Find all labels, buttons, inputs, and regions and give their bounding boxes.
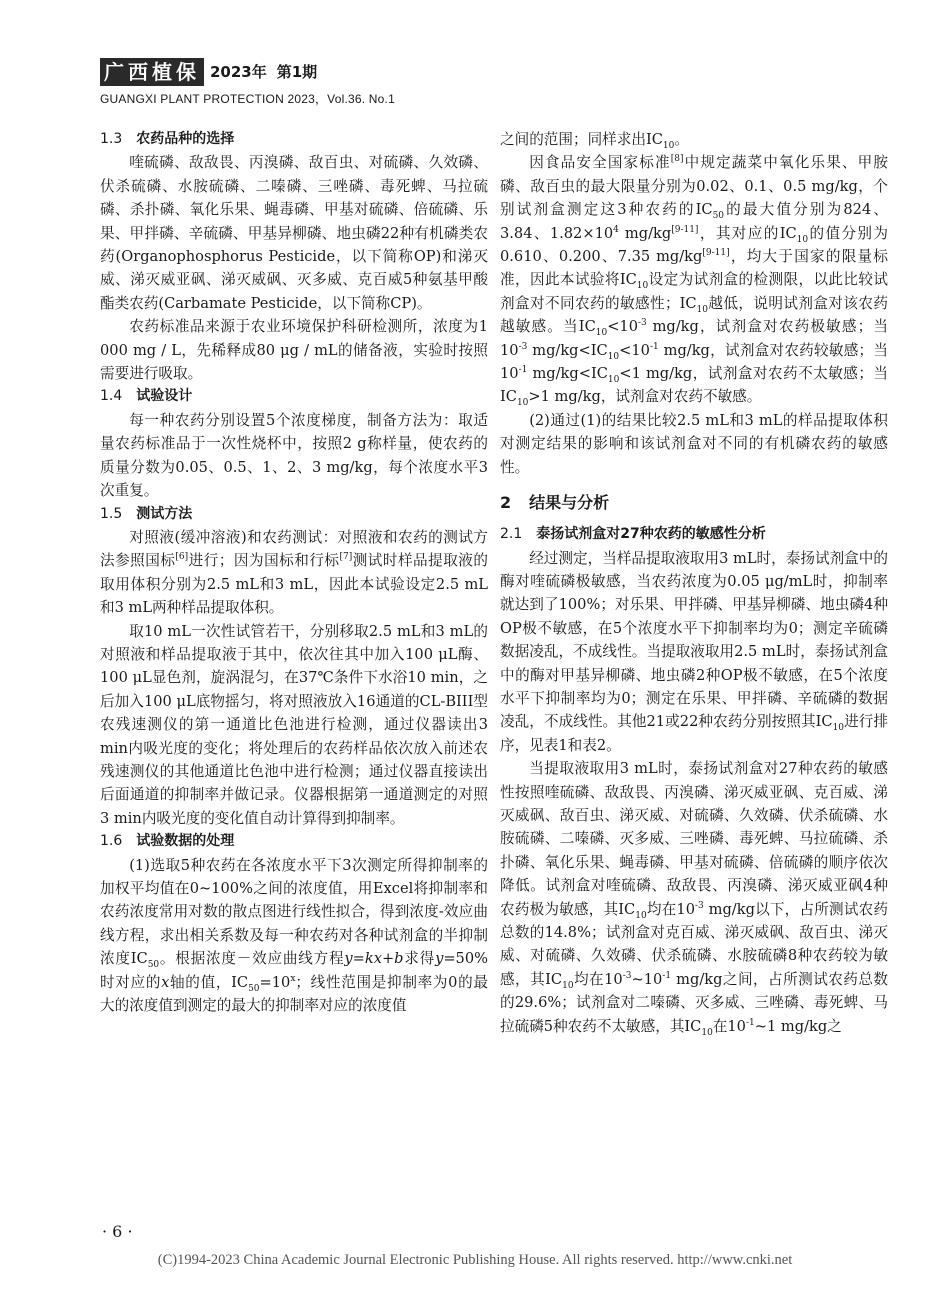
citation[interactable]: [6] (175, 552, 189, 563)
section-heading-2 (500, 491, 888, 515)
journal-logo: 广西植保 (100, 58, 204, 86)
section-title: 结果与分析 (529, 493, 610, 513)
paragraph: 经过测定，当样品提取液取用3 mL时，泰扬试剂盒中的酶对喹硫磷极敏感，当农药浓度为0.05 μg/mL时，抑制率就达到了100%；对乐果、甲拌磷、甲基异柳磷、地虫磷4种OP极不敏感，在5个浓度水平下抑制率均为0；测定辛硫磷数据凌乱，不成线性。当提取液取用2.5 mL时，泰扬试剂盒中的酶对甲基异柳磷、地虫磷2种OP极不敏感，在5个浓度水平下抑制率均为0；测定在乐果、甲拌磷、辛硫磷的数据凌乱，不成线性。其他21或22种农药分别按照其$IC_{10}$进行排序，见表1和表2。 (500, 549, 888, 754)
section-number: 1.5 (100, 505, 123, 522)
section-title: 测试方法 (136, 505, 193, 522)
paragraph: 农药标准品来源于农业环境保护科研检测所，浓度为1 000 mg / L，先稀释成80 μg / mL的储备液，实验时按照需要进行吸取。 (100, 318, 488, 383)
section-heading-2-1 (500, 523, 888, 546)
section-number: 1.4 (100, 388, 123, 405)
citation[interactable]: [9-11] (702, 248, 730, 259)
issue-number: 第1期 (276, 63, 318, 81)
section-title: 试验数据的处理 (136, 833, 235, 850)
paragraph: (2)通过(1)的结果比较2.5 mL和3 mL的样品提取体积对测定结果的影响和该试剂盒对不同的有机磷农药的敏感性。 (500, 411, 888, 476)
left-column (100, 128, 488, 1017)
issue-year: 2023年 (210, 63, 267, 81)
paragraph: 对照液(缓冲溶液)和农药测试：对照液和农药的测试方法参照国标[6]进行；因为国标和行标[7]测试时样品提取液的取用体积分别为2.5 mL和3 mL，因此本试验设定2.5 mL和3 mL两种样品提取体积。 (100, 528, 488, 617)
paragraph: 喹硫磷、敌敌畏、丙溴磷、敌百虫、对硫磷、久效磷、伏杀硫磷、水胺硫磷、二嗪磷、三唑磷、毒死蜱、马拉硫磷、杀扑磷、氧化乐果、蝇毒磷、甲基对硫磷、倍硫磷、乐果、甲拌磷、辛硫磷、甲基异柳磷、地虫磷22种有机磷类农药(Organophosphorus Pesticide，以下简称OP)和涕灭威、涕灭威亚砜、涕灭威砜、灭多威、克百威5种氨基甲酸酯类农药(Carbamate Pesticide，以下简称CP)。 (100, 154, 488, 312)
paragraph: 当提取液取用3 mL时，泰扬试剂盒对27种农药的敏感性按照喹硫磷、敌敌畏、丙溴磷、涕灭威亚砜、克百威、涕灭威砜、敌百虫、涕灭威、对硫磷、久效磷、伏杀硫磷、水胺硫磷、二嗪磷、灭多威、三唑磷、毒死蜱、马拉硫磷、杀扑磷、氧化乐果、蝇毒磷、甲基对硫磷、倍硫磷的顺序依次降低。试剂盒对喹硫磷、敌敌畏、丙溴磷、涕灭威亚砜4种农药极为敏感，其$IC_{10}$均在$10^{-3}$ mg/kg以下，占所测试农药总数的14.8%；试剂盒对克百威、涕灭威砜、敌百虫、涕灭威、对硫磷、久效磷、伏杀硫磷、水胺硫磷8种农药较为敏感，其$IC_{10}$均在$10^{-3}\sim 10^{-1}$ mg/kg之间，占所测试农药总数的29.6%；试剂盒对二嗪磷、灭多威、三唑磷、毒死蜱、马拉硫磷5种农药不太敏感，其$IC_{10}$在$10^{-1}\sim 1$ mg/kg之 (500, 760, 888, 1038)
paragraph: 之间的范围；同样求出$IC_{10}$。 (500, 131, 689, 151)
paragraph: 因食品安全国家标准[8]中规定蔬菜中氧化乐果、甲胺磷、敌百虫的最大限量分别为0.02、0.1、0.5 mg/kg，个别试剂盒测定这3种农药的$IC_{50}$的最大值分别为824、3.84、$1.82\times 10^4$ mg/kg[9-11]，其对应的$IC_{10}$的值分别为0.610、0.200、7.35 mg/kg[9-11]，均大于国家的限量标准，因此本试验将$IC_{10}$设定为试剂盒的检测限，以此比较试剂盒对不同农药的敏感性；$IC_{10}$越低，说明试剂盒对该农药越敏感。当$IC_{10}<10^{-3}$ mg/kg，试剂盒对农药极敏感；当$10^{-3}$ $mg/kg<IC_{10}<10^{-1}$ mg/kg，试剂盒对农药较敏感；当$10^{-1}$ $mg/kg<IC_{10}<1$ mg/kg，试剂盒对农药不太敏感；当$IC_{10}>1$ mg/kg，试剂盒对农药不敏感。 (500, 154, 889, 409)
section-title: 试验设计 (136, 388, 193, 405)
page-number: · 6 · (102, 1222, 133, 1241)
paragraph: 取10 mL一次性试管若干，分别移取2.5 mL和3 mL的对照液和样品提取液于其中，依次往其中加入100 μL酶、100 μL显色剂，旋涡混匀，在37℃条件下水浴10 min，之后加入100 μL底物摇匀，将对照液放入16通道的CL-BIII型农残速测仪的第一通道比色池进行检测，通过仪器读出3 min内吸光度的变化；将处理后的农药样品依次放入前述农残速测仪的其他通道比色池中进行检测；通过仪器直接读出后面通道的抑制率并做记录。仪器根据第一通道测定的对照3 min内吸光度的变化值自动计算得到抑制率。 (100, 622, 488, 827)
citation[interactable]: [8] (670, 154, 684, 165)
issue-info (210, 61, 327, 82)
section-number: 1.3 (100, 131, 123, 147)
section-title: 泰扬试剂盒对27种农药的敏感性分析 (536, 526, 766, 543)
copyright-footer: (C)1994-2023 China Academic Journal Electronic Publishing House. All rights reserved. http://www.cnki.net (157, 1252, 793, 1268)
section-number: 2.1 (500, 526, 523, 543)
citation[interactable]: [9-11] (671, 224, 699, 235)
section-title: 农药品种的选择 (136, 131, 235, 147)
section-number: 1.6 (100, 833, 123, 850)
section-number: 2 (500, 493, 512, 513)
section-heading-1-5 (100, 503, 488, 526)
citation[interactable]: [7] (339, 552, 353, 563)
section-heading-1-6 (100, 830, 488, 853)
paragraph: (1)选取5种农药在各浓度水平下3次测定所得抑制率的加权平均值在0~100%之间的浓度值，用Excel将抑制率和农药浓度常用对数的散点图进行线性拟合，得到浓度-效应曲线方程，求出相关系数及每一种农药对各种试剂盒的半抑制浓度$IC_{50}$。根据浓度－效应曲线方程y=kx+b求得y=50%时对应的x轴的值，$IC_{50}=10^x$；线性范围是抑制率为0的最大的浓度值到测定的最大的抑制率对应的浓度值 (100, 856, 488, 1015)
right-column (500, 128, 888, 1038)
section-heading-1-4 (100, 385, 488, 408)
journal-subtitle: GUANGXI PLANT PROTECTION 2023，Vol.36. No.1 (100, 92, 395, 106)
section-heading-1-3 (100, 128, 488, 151)
paragraph: 每一种农药分别设置5个浓度梯度，制备方法为：取适量农药标准品于一次性烧杯中，按照2 g称样量，使农药的质量分数为0.05、0.5、1、2、3 mg/kg，每个浓度水平3次重复。 (100, 411, 488, 500)
